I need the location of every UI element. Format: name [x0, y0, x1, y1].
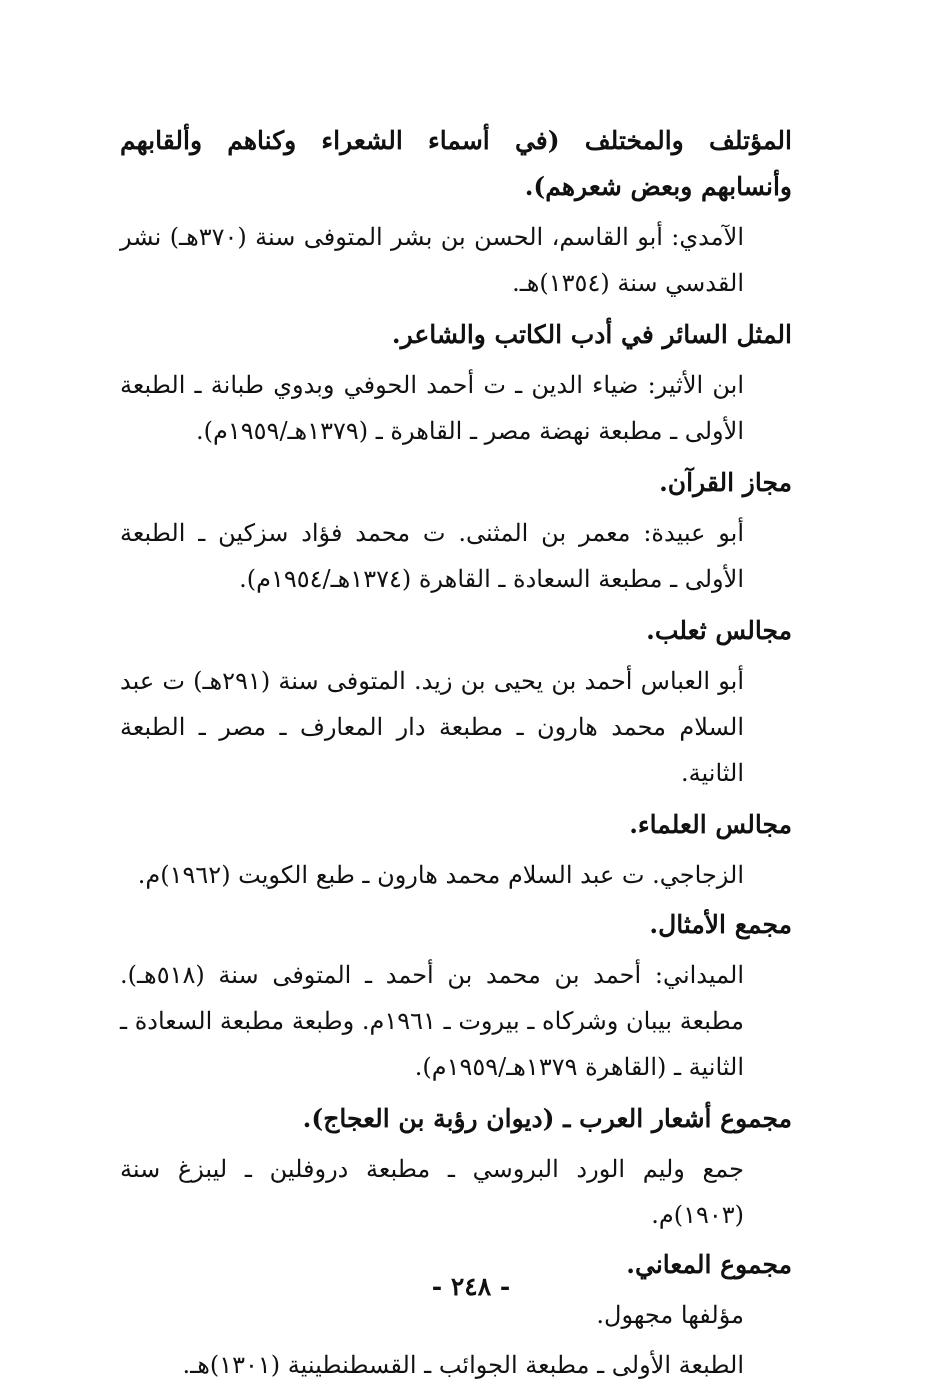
entry-detail: الطبعة الأولى ـ مطبعة الجوائب ـ القسطنطينية (١٣٠١)هـ.: [182, 1351, 744, 1379]
entry-detail: جمع وليم الورد البروسي ـ مطبعة دروفلين ـ ليبزغ سنة (١٩٠٣)م.: [120, 1155, 744, 1229]
entry-detail: الميداني: أحمد بن محمد بن أحمد ـ المتوفى سنة (٥١٨هـ). مطبعة بيبان وشركاه ـ بيروت ـ ١٩٦١م. وطبعة مطبعة السعادة ـ الثانية ـ (القاهرة ١٣٧٩هـ/١٩٥٩م).: [120, 961, 744, 1081]
bibliography-entry: [120, 1096, 792, 1238]
entry-detail: الزجاجي. ت عبد السلام محمد هارون ـ طبع الكويت (١٩٦٢)م.: [137, 861, 744, 889]
page-number: - ٢٤٨ -: [431, 1272, 511, 1301]
entry-title: مجموع المعاني.: [626, 1250, 792, 1279]
entry-detail: ابن الأثير: ضياء الدين ـ ت أحمد الحوفي وبدوي طبانة ـ الطبعة الأولى ـ مطبعة نهضة مصر ـ القاهرة ـ (١٣٧٩هـ/١٩٥٩م).: [120, 371, 744, 445]
entry-title: المثل السائر في أدب الكاتب والشاعر.: [391, 320, 792, 349]
bibliography-entry: [120, 1242, 792, 1388]
entry-detail: أبو العباس أحمد بن يحيى بن زيد. المتوفى سنة (٢٩١هـ) ت عبد السلام محمد هارون ـ مطبعة دار المعارف ـ مصر ـ الطبعة الثانية.: [120, 667, 744, 787]
bibliography-entry: [120, 312, 792, 454]
entry-detail: الآمدي: أبو القاسم، الحسن بن بشر المتوفى سنة (٣٧٠هـ) نشر القدسي سنة (١٣٥٤)هـ.: [120, 223, 744, 297]
bibliography-entry: [120, 802, 792, 898]
bibliography-list: [120, 118, 792, 1392]
entry-title: مجاز القرآن.: [659, 468, 792, 497]
bibliography-entry: [120, 460, 792, 602]
entry-title: مجالس العلماء.: [629, 810, 792, 839]
bibliography-entry: [120, 608, 792, 796]
entry-title: مجالس ثعلب.: [646, 616, 792, 645]
entry-title: المؤتلف والمختلف (في أسماء الشعراء وكناهم وألقابهم وأنسابهم وبعض شعرهم).: [120, 126, 792, 201]
entry-title: مجمع الأمثال.: [649, 910, 792, 939]
entry-detail: مؤلفها مجهول.: [596, 1301, 744, 1329]
entry-detail: أبو عبيدة: معمر بن المثنى. ت محمد فؤاد سزكين ـ الطبعة الأولى ـ مطبعة السعادة ـ القاهرة (١٣٧٤هـ/١٩٥٤م).: [120, 519, 744, 593]
entry-title: مجموع أشعار العرب ـ (ديوان رؤبة بن العجاج).: [302, 1104, 792, 1133]
bibliography-entry: [120, 902, 792, 1090]
bibliography-entry: [120, 118, 792, 306]
